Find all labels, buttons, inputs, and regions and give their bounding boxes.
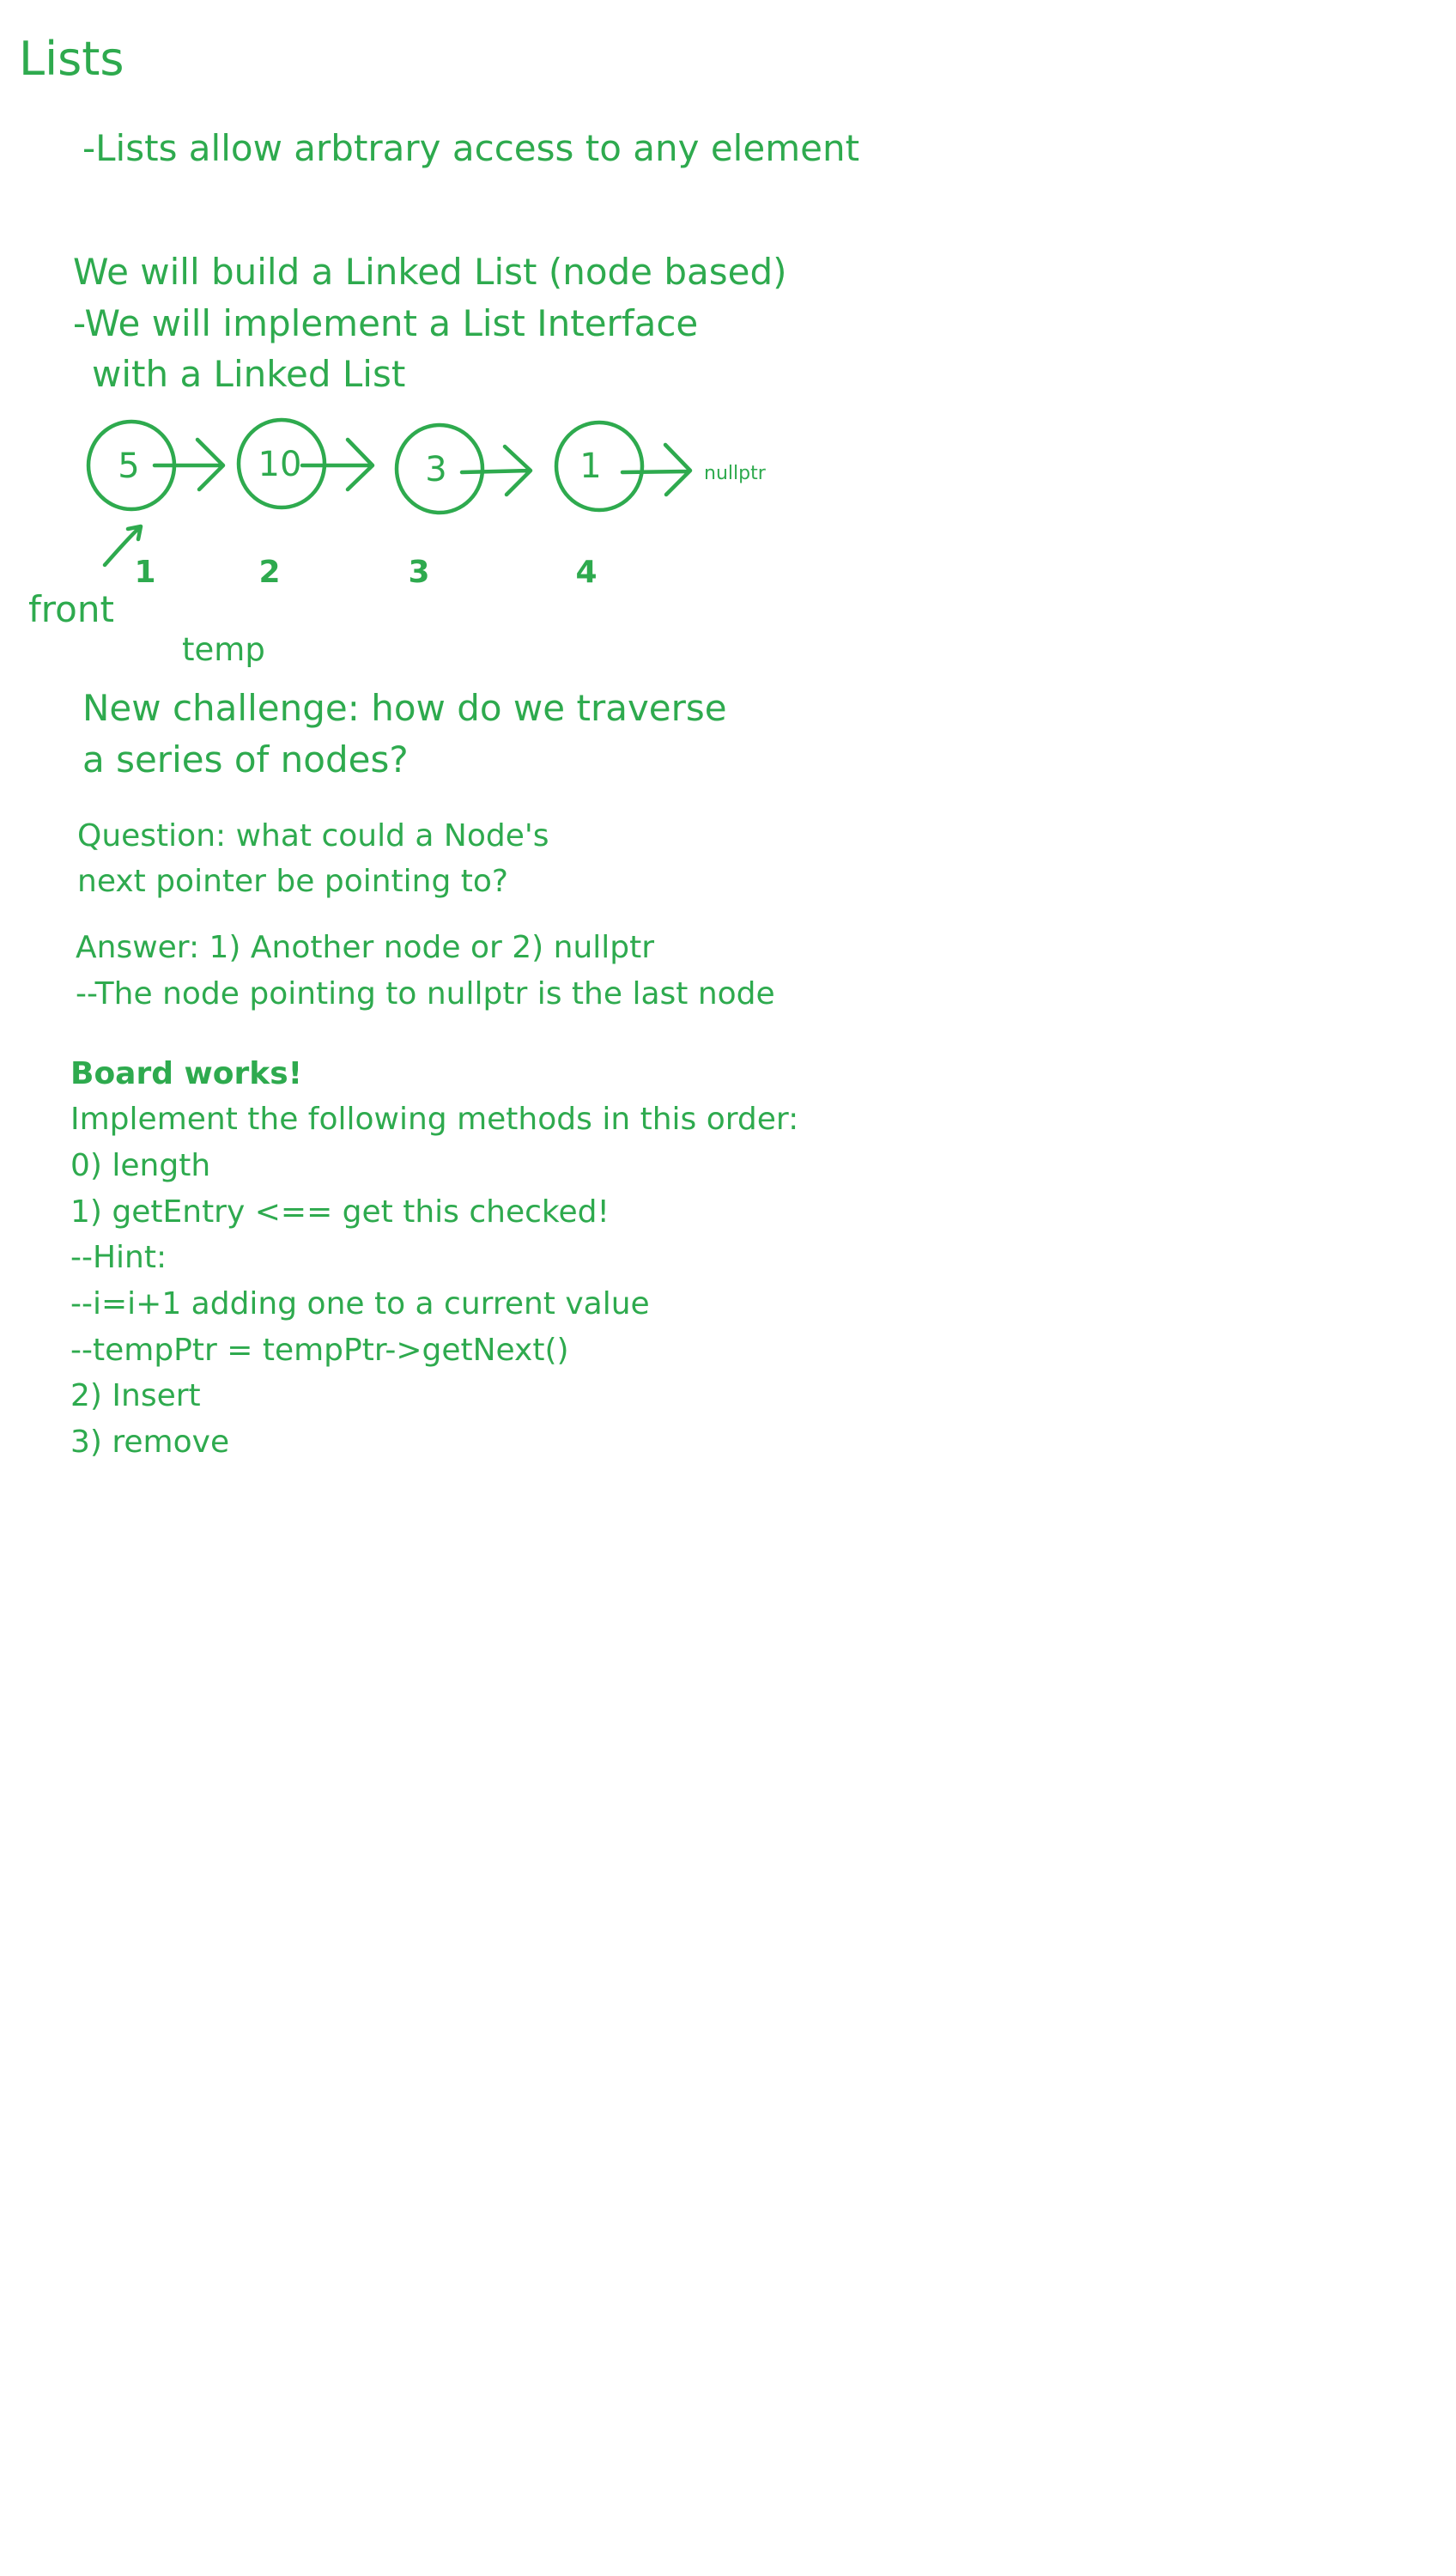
board-line: 2) Insert [70,1378,201,1413]
next-arrow [622,445,690,495]
board-line: --i=i+1 adding one to a current value [70,1286,650,1321]
index-label: 1 [134,555,156,590]
board-line: --tempPtr = tempPtr->getNext() [70,1333,569,1368]
answer-line-2: --The node pointing to nullptr is the last node [76,976,775,1012]
board-line: 3) remove [70,1425,230,1460]
linked-list-diagram [0,404,824,630]
nullptr-label: nullptr [704,463,766,484]
challenge-line-2: a series of nodes? [82,738,409,781]
board-heading: Board works! [70,1056,303,1091]
intro-line: -Lists allow arbtrary access to any element [82,127,860,169]
list-node [556,422,642,510]
node-value: 5 [118,447,140,486]
front-label: front [28,588,114,630]
question-line-1: Question: what could a Node's [77,818,549,854]
build-line-3: with a Linked List [92,353,406,395]
index-label: 2 [258,555,281,590]
index-label: 3 [408,555,430,590]
list-node [397,425,482,513]
challenge-line-1: New challenge: how do we traverse [82,687,727,729]
node-value: 10 [258,445,302,484]
next-arrow [462,447,531,495]
build-line-2: -We will implement a List Interface [73,302,699,344]
next-arrow [302,440,373,489]
page-title: Lists [19,32,124,86]
node-value: 1 [579,447,602,486]
board-line: Implement the following methods in this order: [70,1102,799,1137]
question-line-2: next pointer be pointing to? [77,864,509,899]
next-arrow [155,440,223,489]
board-line: 0) length [70,1148,211,1183]
board-line: 1) getEntry <== get this checked! [70,1194,610,1230]
answer-line-1: Answer: 1) Another node or 2) nullptr [76,930,655,965]
index-label: 4 [575,555,598,590]
build-line-1: We will build a Linked List (node based) [73,251,787,293]
node-value: 3 [425,450,447,489]
board-line: --Hint: [70,1240,167,1275]
temp-label: temp [182,631,265,668]
